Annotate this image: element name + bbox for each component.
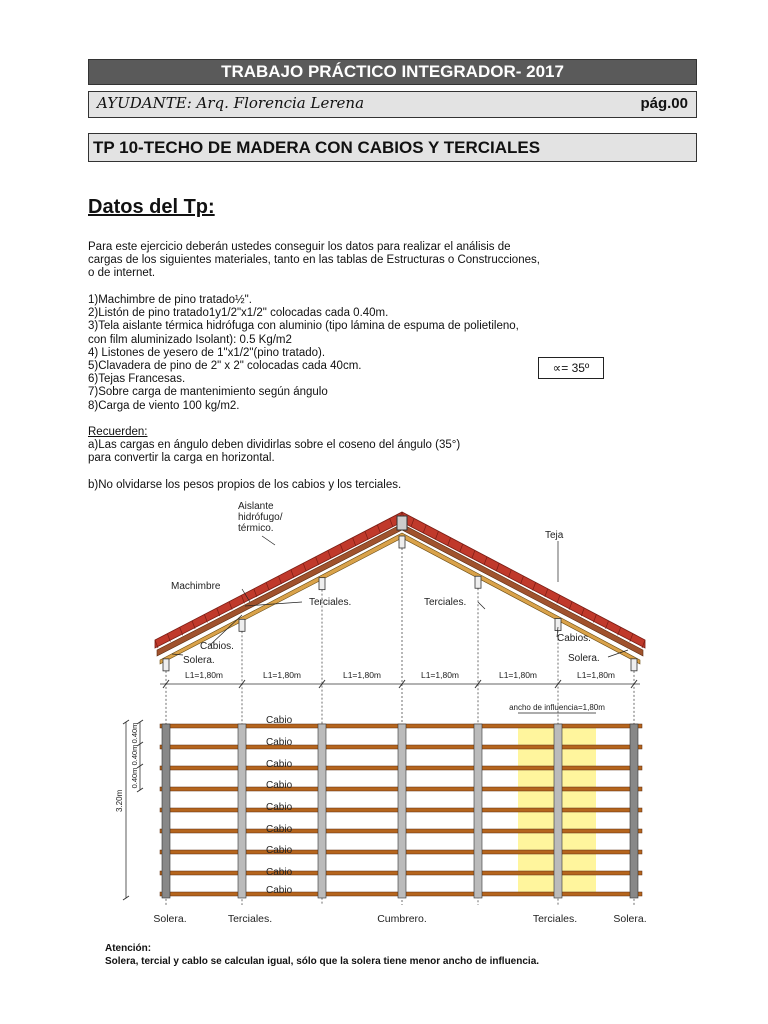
leader-line: [262, 536, 275, 545]
bottom-label: Terciales.: [227, 913, 273, 925]
cabio-label: Cabio: [266, 845, 293, 856]
span-label: L1=1,80m: [576, 670, 616, 680]
cumbrero-block: [397, 516, 407, 530]
bottom-label: Solera.: [153, 913, 187, 925]
plan-post: [474, 724, 482, 898]
tercial-block: [631, 659, 637, 671]
bottom-label: Terciales.: [532, 913, 578, 925]
label-machimbre: Machimbre: [171, 581, 221, 592]
dim-spacing-label: 0.40m: [130, 722, 139, 744]
plan-post: [162, 724, 170, 898]
ayudante-name: AYUDANTE: Arq. Florencia Lerena: [97, 94, 365, 112]
label-aislante: Aislante: [238, 501, 274, 512]
recuerden-a: a)Las cargas en ángulo deben dividirlas sobre el coseno del ángulo (35°) para convertir la carga en horizontal.: [88, 439, 461, 465]
label-cabios-left: Cabios.: [200, 641, 234, 652]
cabio-label: Cabio: [266, 824, 293, 835]
label-aislante: térmico.: [238, 523, 274, 534]
cabio-label: Cabio: [266, 737, 293, 748]
leader-line: [478, 602, 485, 609]
intro-text: Para este ejercicio deberán ustedes conseguir los datos para realizar el análisis de cargas de los siguientes materiales, tanto en las tablas de Estructuras o Construcciones, o de internet.: [88, 241, 540, 280]
ancho-label: ancho de influencia=1,80m: [509, 703, 605, 712]
plan-post: [554, 724, 562, 898]
plan-post: [630, 724, 638, 898]
label-solera-right: Solera.: [568, 653, 600, 664]
span-label: L1=1,80m: [184, 670, 224, 680]
tercial-block: [475, 576, 481, 588]
footer-title: Atención:: [105, 943, 152, 954]
plan-post: [398, 724, 406, 898]
cabio-label: Cabio: [266, 715, 293, 726]
tercial-block: [319, 578, 325, 590]
tercial-block: [163, 659, 169, 671]
label-teja: Teja: [545, 530, 564, 541]
plan-post: [318, 724, 326, 898]
dim-spacing-label: 0.40m: [130, 744, 139, 766]
doc-title: TRABAJO PRÁCTICO INTEGRADOR- 2017: [221, 62, 564, 81]
cabio-label: Cabio: [266, 802, 293, 813]
plan-post: [238, 724, 246, 898]
recuerden-title: Recuerden:: [88, 426, 148, 438]
bottom-label: Cumbrero.: [377, 913, 427, 925]
span-label: L1=1,80m: [262, 670, 302, 680]
label-aislante: hidrófugo/: [238, 512, 283, 523]
span-label: L1=1,80m: [498, 670, 538, 680]
span-label: L1=1,80m: [420, 670, 460, 680]
tercial-block: [399, 536, 405, 548]
angle-box: ∝= 35º: [538, 357, 604, 379]
span-label: L1=1,80m: [342, 670, 382, 680]
cabio-label: Cabio: [266, 885, 293, 896]
label-solera-left: Solera.: [183, 655, 215, 666]
label-terciales-right: Terciales.: [424, 597, 467, 608]
footer-text: Solera, tercial y cablo se calculan igual, sólo que la solera tiene menor ancho de influencia.: [105, 955, 540, 967]
dim-spacing-label: 0.40m: [130, 767, 139, 789]
recuerden-b: b)No olvidarse los pesos propios de los cabios y los terciales.: [88, 479, 402, 491]
tercial-block: [239, 619, 245, 631]
cabio-label: Cabio: [266, 759, 293, 770]
section-title: Datos del Tp:: [88, 196, 215, 218]
bottom-label: Solera.: [613, 913, 647, 925]
materials-list: 1)Machimbre de pino tratado½". 2)Listón de pino tratado1y1/2"x1/2" colocadas cada 0.40m. 3)Tela aislante térmica hidrófuga con aluminio (tipo lámina de espuma de polietileno, con film aluminizado Isolant): 0.5 Kg/m2 4) Listones de yesero de 1"x1/2"(pino tratado). 5)Clavadera de pino de 2" x 2" colocadas cada 40cm. 6)Tejas Francesas. 7)Sobre carga de mantenimiento según ángulo 8)Carga de viento 100 kg/m2.: [88, 294, 519, 412]
tp-title: TP 10-TECHO DE MADERA CON CABIOS Y TERCIALES: [93, 138, 541, 157]
cabio-label: Cabio: [266, 867, 293, 878]
cabio-label: Cabio: [266, 780, 293, 791]
dim-total-label: 3.20m: [115, 789, 124, 812]
label-terciales-left: Terciales.: [309, 597, 352, 608]
page-number: pág.00: [640, 95, 688, 112]
label-cabios-right: Cabios.: [557, 633, 591, 644]
footer-note: [105, 943, 539, 968]
